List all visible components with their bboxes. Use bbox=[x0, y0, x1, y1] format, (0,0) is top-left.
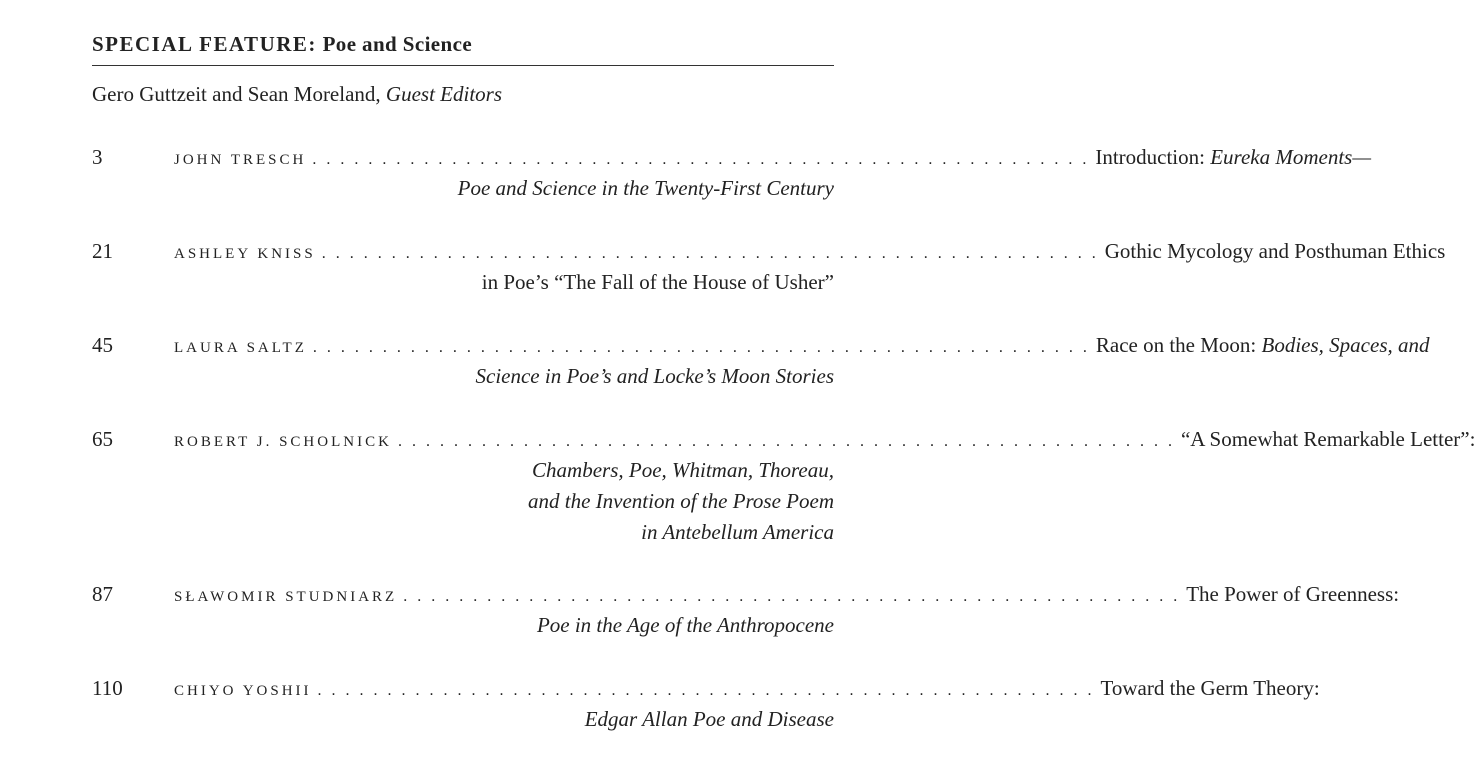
toc-page-number: 3 bbox=[92, 145, 103, 169]
toc-first-line bbox=[174, 142, 1372, 176]
toc-title-line: Edgar Allan Poe and Disease bbox=[584, 707, 834, 731]
toc-title: Introduction: Eureka Moments— bbox=[1095, 145, 1372, 169]
toc-title-line: in Poe’s “The Fall of the House of Usher” bbox=[481, 270, 834, 294]
toc-page-number: 65 bbox=[92, 427, 113, 451]
toc-title-line: Chambers, Poe, Whitman, Thoreau, bbox=[532, 458, 834, 482]
toc-first-line bbox=[174, 579, 1400, 613]
toc-page-number: 110 bbox=[92, 676, 123, 700]
toc-first-line bbox=[174, 673, 1320, 707]
toc-page-number: 45 bbox=[92, 333, 113, 357]
toc-first-line bbox=[174, 424, 1475, 458]
dot-leader: . . . . . . . . . . . . . . . . . . . . . . . . . . . . . . . . . . . . . . . . . . . . . . . . . . . . . . . . bbox=[317, 682, 1095, 699]
toc-title-continued bbox=[482, 267, 834, 298]
toc-title-continued bbox=[476, 361, 835, 392]
toc-page-number: 21 bbox=[92, 239, 113, 263]
editor-names: Gero Guttzeit and Sean Moreland, bbox=[92, 82, 381, 106]
section-header bbox=[92, 31, 834, 66]
guest-editors-line bbox=[92, 80, 502, 108]
toc-page-number: 87 bbox=[92, 582, 113, 606]
toc-first-line bbox=[174, 236, 1446, 270]
toc-title-continued bbox=[585, 704, 834, 735]
toc-title-line: and the Invention of the Prose Poem bbox=[528, 489, 834, 513]
toc-title-line: in Antebellum America bbox=[641, 520, 834, 544]
toc-author: LAURA SALTZ bbox=[174, 340, 307, 356]
toc-author: ROBERT J. SCHOLNICK bbox=[174, 434, 392, 450]
toc-title-line: Science in Poe’s and Locke’s Moon Stories bbox=[475, 364, 834, 388]
section-label: SPECIAL FEATURE: bbox=[92, 32, 317, 56]
toc-title-line: Poe and Science in the Twenty-First Century bbox=[457, 176, 834, 200]
dot-leader: . . . . . . . . . . . . . . . . . . . . . . . . . . . . . . . . . . . . . . . . . . . . . . . . . . . . . . . . bbox=[397, 433, 1175, 450]
toc-title-continued bbox=[528, 455, 834, 548]
toc-title: Toward the Germ Theory: bbox=[1100, 676, 1320, 700]
toc-title-continued bbox=[537, 610, 834, 641]
section-title bbox=[92, 31, 834, 57]
toc-author: CHIYO YOSHII bbox=[174, 683, 312, 699]
toc-title: “A Somewhat Remarkable Letter”: bbox=[1180, 427, 1475, 451]
toc-author: SŁAWOMIR STUDNIARZ bbox=[174, 589, 398, 605]
dot-leader: . . . . . . . . . . . . . . . . . . . . . . . . . . . . . . . . . . . . . . . . . . . . . . . . . . . . . . . . bbox=[312, 339, 1090, 356]
toc-author: ASHLEY KNISS bbox=[174, 246, 316, 262]
dot-leader: . . . . . . . . . . . . . . . . . . . . . . . . . . . . . . . . . . . . . . . . . . . . . . . . . . . . . . . . bbox=[403, 588, 1181, 605]
toc-first-line bbox=[174, 330, 1430, 364]
dot-leader: . . . . . . . . . . . . . . . . . . . . . . . . . . . . . . . . . . . . . . . . . . . . . . . . . . . . . . . . bbox=[321, 245, 1099, 262]
dot-leader: . . . . . . . . . . . . . . . . . . . . . . . . . . . . . . . . . . . . . . . . . . . . . . . . . . . . . . . . bbox=[312, 151, 1090, 168]
section-subtitle: Poe and Science bbox=[322, 32, 473, 56]
toc-title-continued bbox=[458, 173, 834, 204]
editor-role: Guest Editors bbox=[385, 82, 503, 106]
toc-title-line: Poe in the Age of the Anthropocene bbox=[536, 613, 834, 637]
toc-title: The Power of Greenness: bbox=[1186, 582, 1400, 606]
toc-author: JOHN TRESCH bbox=[174, 152, 307, 168]
toc-title: Gothic Mycology and Posthuman Ethics bbox=[1104, 239, 1446, 263]
toc-title: Race on the Moon: Bodies, Spaces, and bbox=[1095, 333, 1430, 357]
